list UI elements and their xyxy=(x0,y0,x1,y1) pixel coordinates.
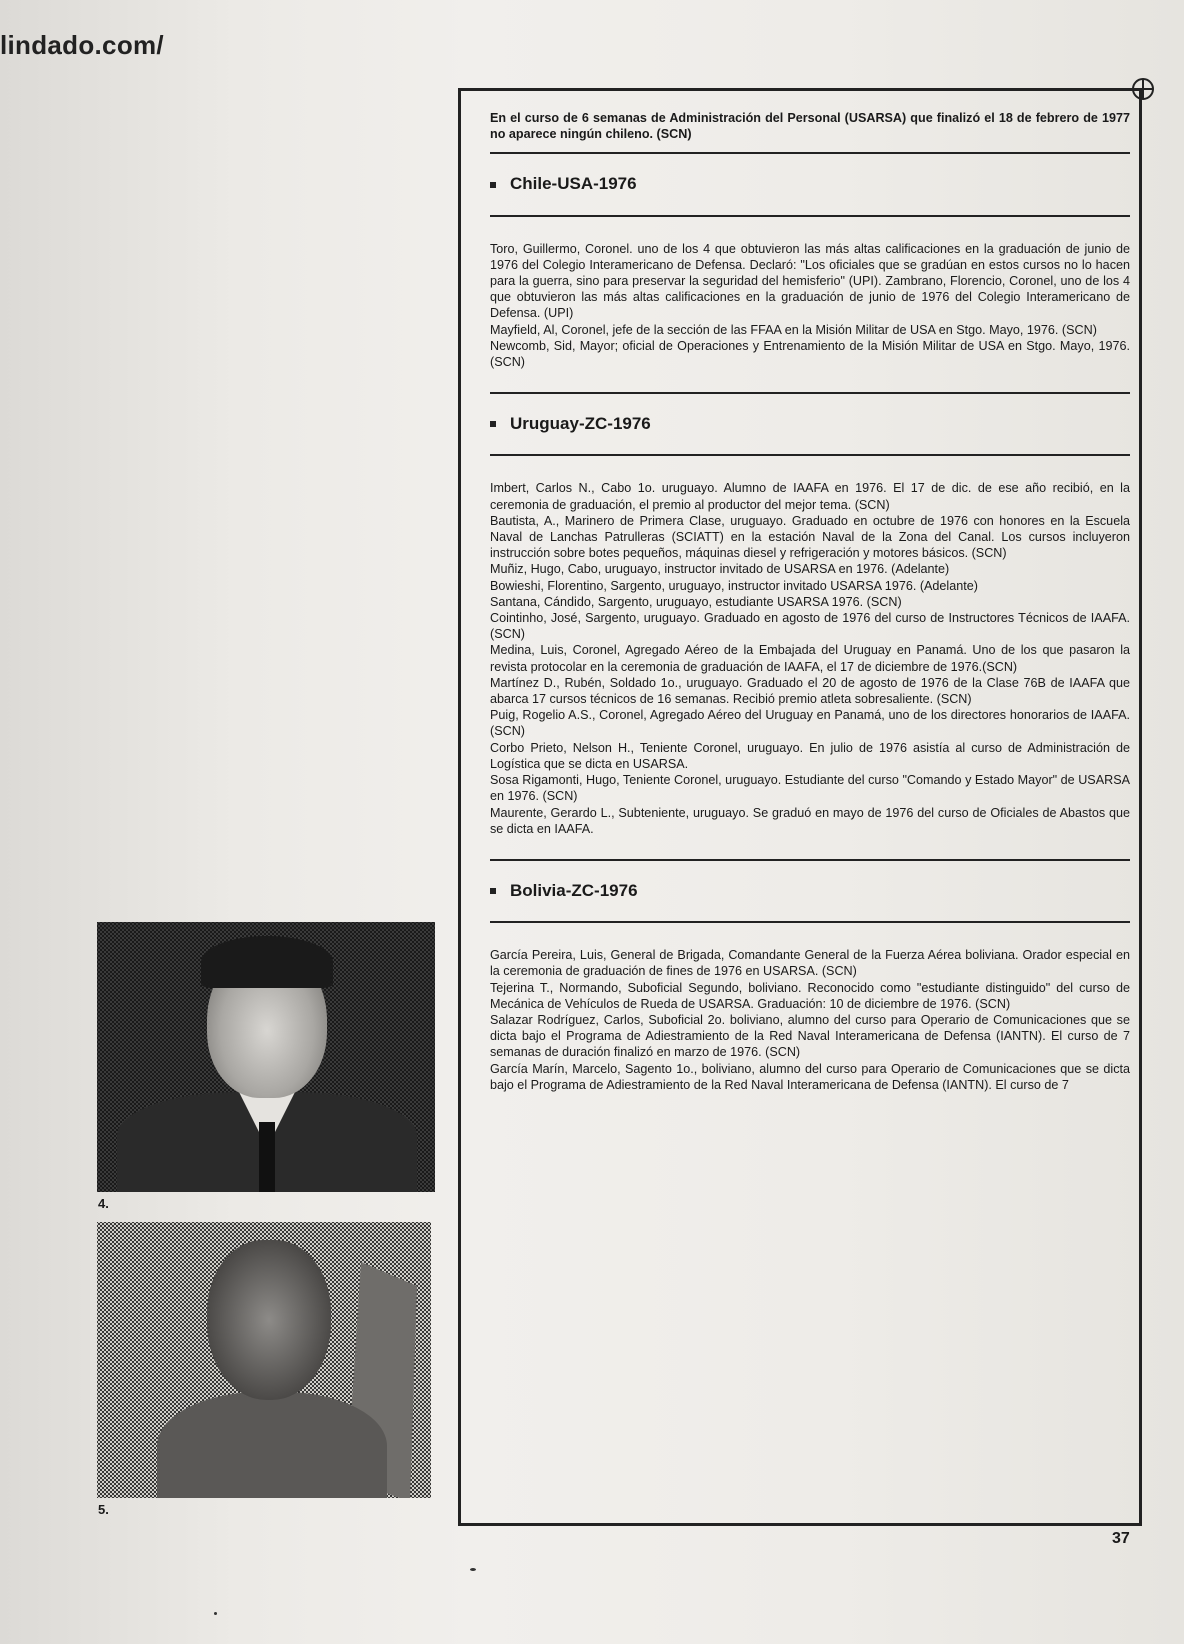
section-entries-chile xyxy=(490,241,1130,371)
square-bullet-icon xyxy=(490,182,496,188)
entry: Santana, Cándido, Sargento, uruguayo, estudiante USARSA 1976. (SCN) xyxy=(490,594,902,609)
section-title-text: Bolivia-ZC-1976 xyxy=(510,880,638,900)
section-title-bolivia xyxy=(490,880,1130,900)
divider xyxy=(490,152,1130,154)
photo-caption: 4. xyxy=(98,1196,109,1211)
entry: García Pereira, Luis, General de Brigada, Comandante General de la Fuerza Aérea boliviana. Orador especial en la ceremonia de graduación de fines de 1976 en USARSA. (SCN) xyxy=(490,948,1130,979)
entry: Mayfield, Al, Coronel, jefe de la sección de las FFAA en la Misión Militar de USA en Stgo. Mayo, 1976. (SCN) xyxy=(490,322,1097,337)
shoulders-shape xyxy=(157,1392,387,1498)
watermark-url: lindado.com/ xyxy=(0,30,164,60)
divider xyxy=(490,859,1130,861)
entry: García Marín, Marcelo, Sagento 1o., boliviano, alumno del curso para Operario de Comunicaciones que se dicta bajo el Programa de Adiestramiento de la Red Naval Interamericana de Defensa (IANTN). El curso de 7 xyxy=(490,1061,1130,1092)
page-number: 37 xyxy=(1112,1530,1130,1547)
entry: Medina, Luis, Coronel, Agregado Aéreo de la Embajada del Uruguay en Panamá. Uno de los que pasaron la revista protocolar en la ceremonia de graduación de IAAFA, el 17 de diciembre de 1976.(SCN) xyxy=(490,643,1130,674)
face-shape xyxy=(207,1240,331,1400)
entry: Corbo Prieto, Nelson H., Teniente Coronel, uruguayo. En julio de 1976 asistía al curso de Administración de Logística que se dicta en USARSA. xyxy=(490,740,1130,771)
entry: Bowieshi, Florentino, Sargento, uruguayo, instructor invitado USARSA 1976. (Adelante) xyxy=(490,578,978,593)
section-entries-bolivia xyxy=(490,947,1130,1093)
square-bullet-icon xyxy=(490,888,496,894)
section-title-text: Chile-USA-1976 xyxy=(510,174,637,194)
section-title-chile xyxy=(490,176,1130,192)
entry: Salazar Rodríguez, Carlos, Suboficial 2o. boliviano, alumno del curso para Operario de Comunicaciones que se dicta bajo el Programa de Adiestramiento de la Red Naval Interamericana de Defensa (IANTN). El curso de 7 semanas de duración finalizó en marzo de 1976. (SCN) xyxy=(490,1012,1130,1060)
scan-speck xyxy=(470,1568,476,1571)
entry: Martínez D., Rubén, Soldado 1o., uruguayo. Graduado el 20 de agosto de 1976 de la Clase 76B de IAAFA que abarca 17 cursos técnicos de 16 semanas. Recibió premio atleta sobresaliente. (SCN) xyxy=(490,675,1130,707)
entry: Tejerina T., Normando, Suboficial Segundo, boliviano. Reconocido como "estudiante distinguido" del curso de Mecánica de Vehículos de Rueda de USARSA. Graduación: 10 de diciembre de 1976. (SCN) xyxy=(490,980,1130,1011)
portrait-photo-4 xyxy=(97,922,435,1192)
divider xyxy=(490,215,1130,217)
entry: Muñiz, Hugo, Cabo, uruguayo, instructor invitado de USARSA en 1976. (Adelante) xyxy=(490,562,950,577)
scan-speck xyxy=(214,1612,217,1615)
entry: Newcomb, Sid, Mayor; oficial de Operaciones y Entrenamiento de la Misión Militar de USA en Stgo. Mayo, 1976. (SCN) xyxy=(490,338,1130,370)
photo-caption: 5. xyxy=(98,1502,109,1517)
entry: Maurente, Gerardo L., Subteniente, uruguayo. Se graduó en mayo de 1976 del curso de Oficiales de Abastos que se dicta en IAAFA. xyxy=(490,805,1130,836)
intro-paragraph: En el curso de 6 semanas de Administración del Personal (USARSA) que finalizó el 18 de febrero de 1977 no aparece ningún chileno. (SCN) xyxy=(490,111,1130,142)
divider xyxy=(490,392,1130,394)
entry: Puig, Rogelio A.S., Coronel, Agregado Aéreo del Uruguay en Panamá, uno de los directores honorarios de IAAFA. (SCN) xyxy=(490,708,1130,739)
entry: Bautista, A., Marinero de Primera Clase, uruguayo. Graduado en octubre de 1976 con honores en la Escuela Naval de Lanchas Patrulleras (SCIATT) en la estación Naval de la Zona del Canal. Los cursos incluyeron instrucción sobre botes pequeños, máquinas diesel y refrigeración y motores básicos. (SCN) xyxy=(490,513,1130,561)
entry: Toro, Guillermo, Coronel. uno de los 4 que obtuvieron las más altas calificaciones en la graduación de junio de 1976 del Colegio Interamericano de Defensa. Declaró: "Los oficiales que se gradúan en estos cursos no lo hacen para la guerra, sino para preservar la seguridad del hemisferio" (UPI). Zambrano, Florencio, Coronel, uno de los 4 que obtuvieron las más altas calificaciones en la graduación de junio de 1976 del Colegio Interamericano de Defensa. (UPI) xyxy=(490,241,1130,321)
divider xyxy=(490,921,1130,923)
entry: Imbert, Carlos N., Cabo 1o. uruguayo. Alumno de IAAFA en 1976. El 17 de dic. de ese año recibió, en la ceremonia de graduación, el premio al productor del mejor tema. (SCN) xyxy=(490,481,1130,512)
tie-shape xyxy=(259,1122,275,1192)
section-title-text: Uruguay-ZC-1976 xyxy=(510,414,651,434)
section-entries-uruguay xyxy=(490,480,1130,836)
divider xyxy=(490,454,1130,456)
entry: Cointinho, José, Sargento, uruguayo. Graduado en agosto de 1976 del curso de Instructores Técnicos de IAAFA. (SCN) xyxy=(490,611,1130,642)
square-bullet-icon xyxy=(490,421,496,427)
article-column xyxy=(490,110,1130,1115)
entry: Sosa Rigamonti, Hugo, Teniente Coronel, uruguayo. Estudiante del curso "Comando y Estado Mayor" de USARSA en 1976. (SCN) xyxy=(490,773,1130,804)
hair-shape xyxy=(201,936,333,988)
portrait-photo-5 xyxy=(97,1222,431,1498)
section-title-uruguay xyxy=(490,416,1130,432)
